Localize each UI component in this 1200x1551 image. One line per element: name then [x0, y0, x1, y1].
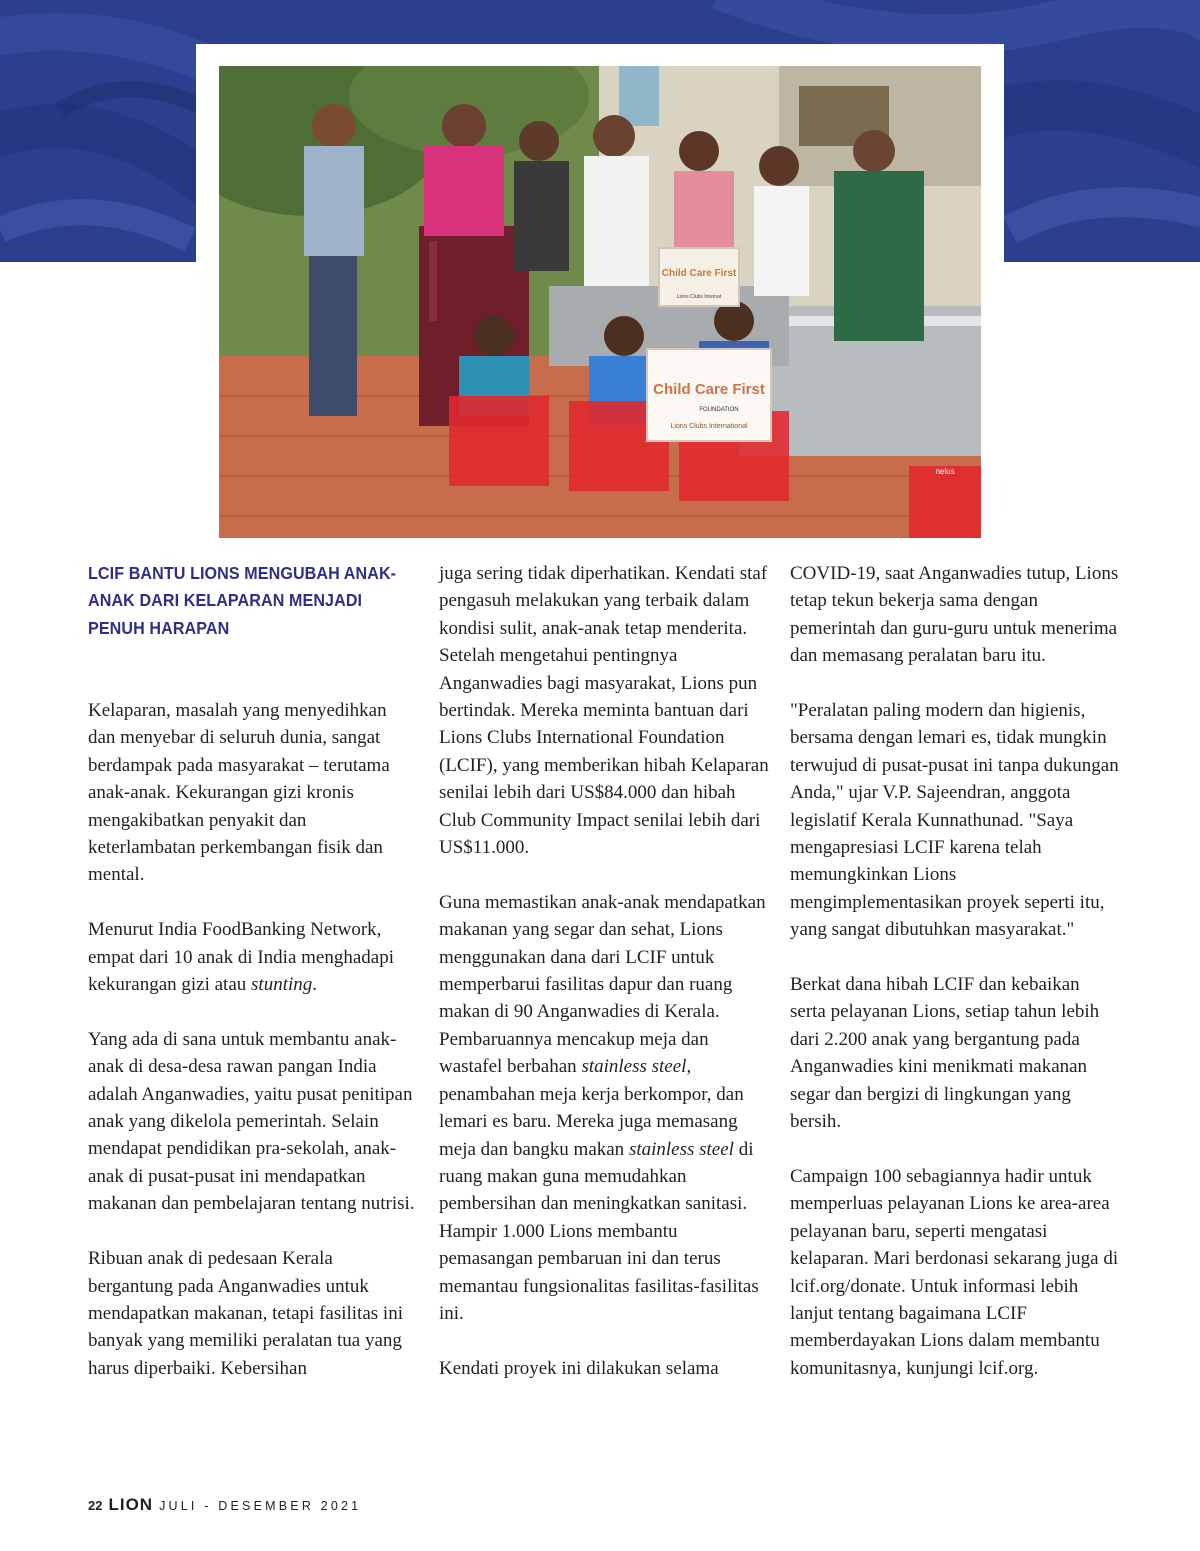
sign-large-title: Child Care First: [653, 381, 765, 398]
sign-large-sub: FOUNDATION: [699, 407, 739, 413]
sign-small-title: Child Care First: [661, 268, 737, 279]
column-2: [439, 560, 769, 1382]
article-photo: [219, 66, 981, 538]
edition-label: JULI - DESEMBER 2021: [159, 1499, 362, 1513]
column-1: [88, 560, 418, 1382]
paragraph-6-cont: COVID-19, saat Anganwadies tutup, Lions tetap tekun bekerja sama dengan pemerintah dan guru-guru untuk menerima dan memasang peralatan baru itu.: [790, 563, 1119, 667]
photo-frame: [196, 44, 1004, 560]
paragraph-6-start: Kendati proyek ini dilakukan selama: [439, 1357, 719, 1379]
paragraph-5: Guna memastikan anak-anak mendapatkan makanan yang segar dan sehat, Lions menggunakan dana dari LCIF untuk memperbarui fasilitas dapur dan ruang makan di 90 Anganwadies di Kerala. Pembaruannya mencakup meja dan wastafel berbahan stainless steel, penambahan meja kerja berkompor, dan lemari es baru. Mereka juga memasang meja dan bangku makan stainless steel di ruang makan guna memudahkan pembersihan dan meningkatkan sanitasi. Hampir 1.000 Lions membantu pemasangan pembaruan ini dan terus memantau fungsionalitas fasilitas-fasilitas ini.: [439, 891, 766, 1324]
paragraph-1: Kelaparan, masalah yang menyedihkan dan menyebar di seluruh dunia, sangat berdampak pada masyarakat – terutama anak-anak. Kekurangan gizi kronis mengakibatkan penyakit dan keterlambatan perkembangan fisik dan mental.: [88, 700, 390, 886]
paragraph-2: Menurut India FoodBanking Network, empat dari 10 anak di India menghadapi kekurangan gizi atau stunting.: [88, 919, 395, 996]
page-footer: [88, 1495, 361, 1515]
column-3: [790, 560, 1120, 1382]
paragraph-9: Campaign 100 sebagiannya hadir untuk memperluas pelayanan Lions ke area-area pelayanan baru, seperti mengatasi kelaparan. Mari berdonasi sekarang juga di lcif.org/donate. Untuk informasi lebih lanjut tentang bagaimana LCIF memberdayakan Lions dalam membantu komunitasnya, kunjungi lcif.org.: [790, 1165, 1119, 1379]
article-headline: LCIF BANTU LIONS MENGUBAH ANAK-ANAK DARI KELAPARAN MENJADI PENUH HARAPAN: [88, 563, 397, 638]
page-number: 22: [88, 1498, 103, 1513]
magazine-name: LION: [108, 1495, 154, 1514]
paragraph-7: "Peralatan paling modern dan higienis, bersama dengan lemari es, tidak mungkin terwujud di pusat-pusat ini tanpa dukungan Anda," ujar V.P. Sajeendran, anggota legislatif Kerala Kunnathunad. "Saya mengapresiasi LCIF karena telah memungkinkan Lions mengimplementasikan proyek seperti itu, yang sangat dibutuhkan masyarakat.": [790, 700, 1119, 941]
paragraph-4-start: Ribuan anak di pedesaan Kerala bergantung pada Anganwadies untuk mendapatkan makanan, tetapi fasilitas ini banyak yang memiliki peralatan tua yang harus diperbaiki. Kebersihan: [88, 1248, 403, 1379]
sign-large-footer: Lions Clubs International: [670, 423, 748, 430]
chair-brand-label: nelus: [935, 467, 955, 476]
paragraph-8: Berkat dana hibah LCIF dan kebaikan serta pelayanan Lions, setiap tahun lebih dari 2.200 anak yang bergantung pada Anganwadies kini menikmati makanan segar dan bergizi di lingkungan yang bersih.: [790, 974, 1100, 1133]
paragraph-3: Yang ada di sana untuk membantu anak-anak di desa-desa rawan pangan India adalah Anganwadies, yaitu pusat penitipan anak yang dikelola pemerintah. Selain mendapat pendidikan pra-sekolah, anak-anak di pusat-pusat ini mendapatkan makanan dan pembelajaran tentang nutrisi.: [88, 1028, 415, 1215]
paragraph-4-cont: juga sering tidak diperhatikan. Kendati staf pengasuh melakukan yang terbaik dalam kondisi sulit, anak-anak tetap menderita. Setelah mengetahui pentingnya Anganwadies bagi masyarakat, Lions pun bertindak. Mereka meminta bantuan dari Lions Clubs International Foundation (LCIF), yang memberikan hibah Kelaparan senilai lebih dari US$84.000 dan hibah Club Community Impact senilai lebih dari US$11.000.: [439, 563, 769, 859]
sign-small-footer: Lions Clubs Internat: [676, 294, 722, 300]
